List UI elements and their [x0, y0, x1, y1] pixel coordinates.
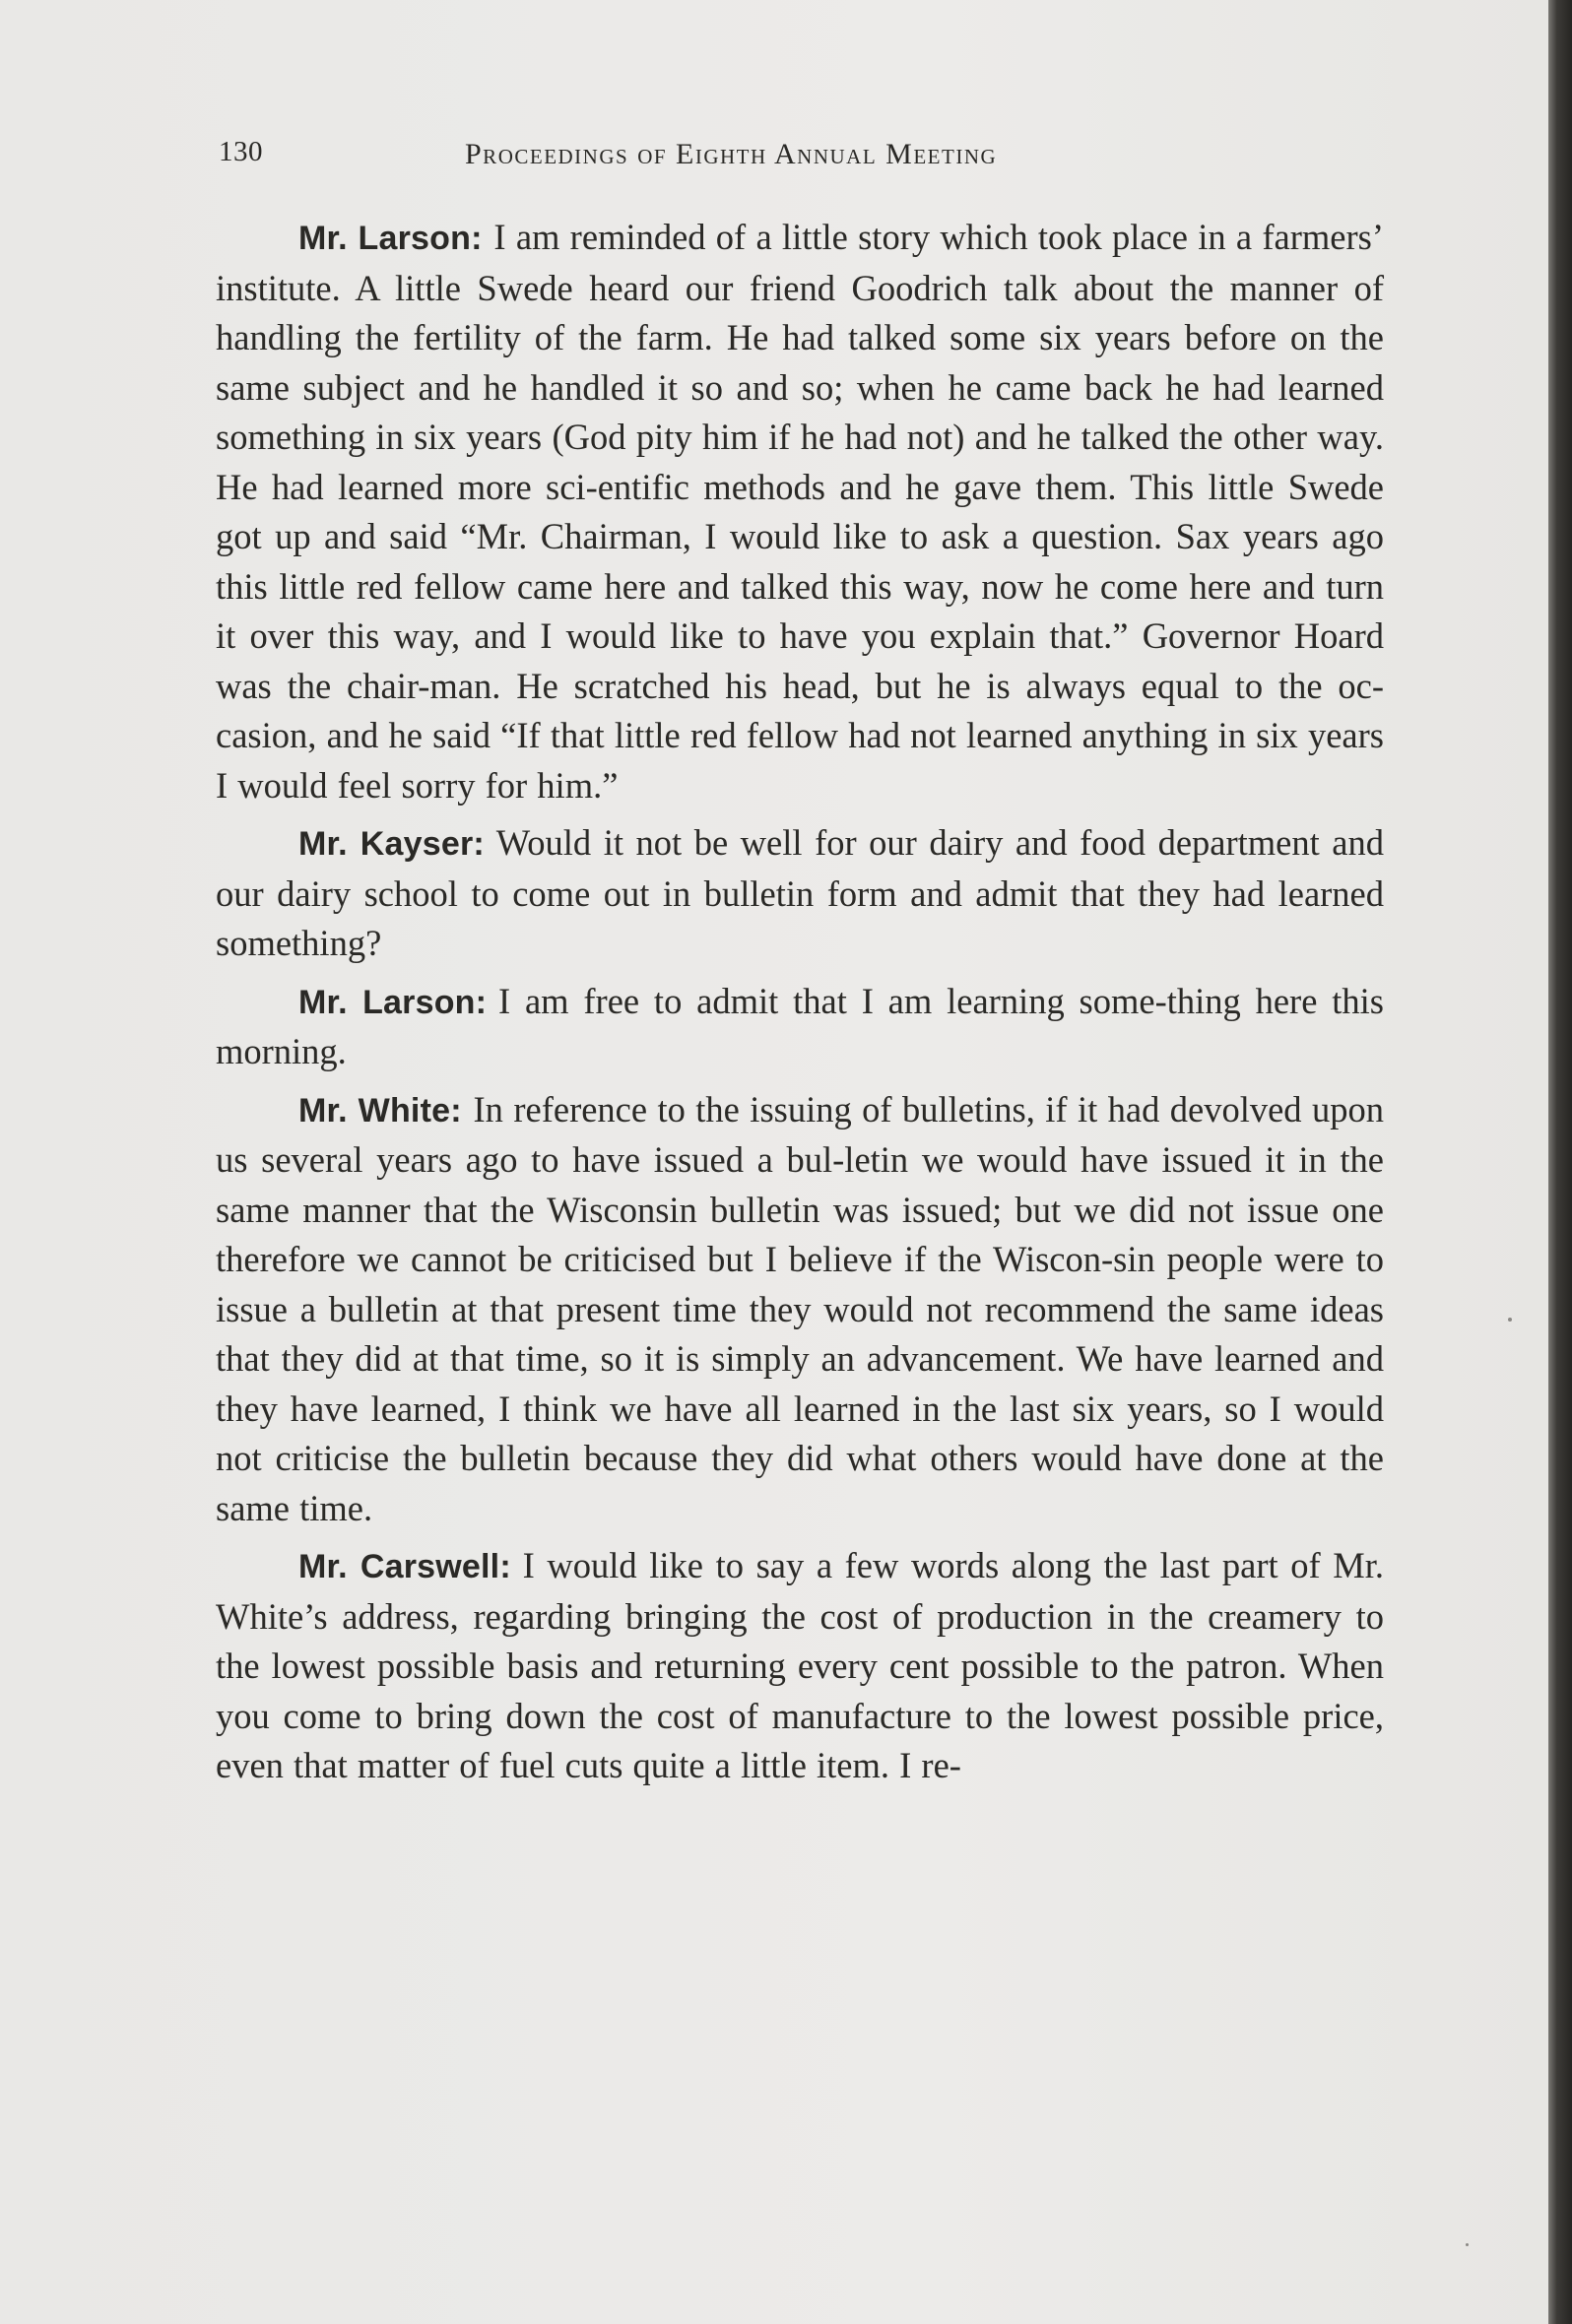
paragraph-text: In reference to the issuing of bulletins, if it had devolved upon us several years ago to have issued a bul-letin we would have issued it in the same manner that the Wisconsin bulletin was issued; but we did not issue one therefore we cannot be criticised but I believe if the Wiscon-sin people were to issue a bulletin at that present time they would not recommend the same ideas that they did at that time, so it is simply an advancement. We have learned and they have learned, I think we have all learned in the last six years, so I would not criticise the bulletin because they did what others would have done at the same time.: [216, 1088, 1384, 1528]
paragraph: [216, 1085, 1384, 1534]
paragraph: [216, 977, 1384, 1077]
speaker-colon: :: [450, 1091, 462, 1130]
running-head: [219, 136, 1204, 175]
speaker-name: Mr. Carswell: [298, 1548, 500, 1585]
speaker-name: Mr. Kayser: [298, 825, 474, 863]
page-edge-shadow: [1548, 0, 1572, 2324]
paragraph-text: I would like to say a few words along the last part of Mr. White’s address, regarding bringing the cost of production in the creamery to the lowest possible basis and returning every cent possible to the patron. When you come to bring down the cost of manufacture to the lowest possible price, even that matter of fuel cuts quite a little item. I re-: [216, 1545, 1385, 1785]
speaker-name: Mr. Larson: [298, 983, 476, 1021]
paragraph-text: Would it not be well for our dairy and food department and our dairy school to come out in bulletin form and admit that they had learned something?: [216, 822, 1384, 963]
speaker-colon: :: [471, 220, 483, 257]
paragraph: [216, 1541, 1384, 1791]
speaker-name: Mr. Larson: [298, 220, 472, 257]
body-text: [216, 213, 1384, 1799]
paragraph-text: I am free to admit that I am learning some-thing here this morning.: [216, 980, 1384, 1071]
speaker-colon: :: [499, 1548, 511, 1585]
paragraph-text: I am reminded of a little story which took place in a farmers’ institute. A little Swede heard our friend Goodrich talk about the manner of handling the fertility of the farm. He had talked some six years before on the same subject and he handled it so and so; when he came back he had learned something in six years (God pity him if he had not) and he talked the other way. He had learned more sci-entific methods and he gave them. This little Swede got up and said “Mr. Chairman, I would like to ask a question. Sax years ago this little red fellow came here and talked this way, now he come here and turn it over this way, and I would like to have you explain that.” Governor Hoard was the chair-man. He scratched his head, but he is always equal to the oc-casion, and he said “If that little red fellow had not learned anything in six years I would feel sorry for him.”: [216, 217, 1384, 806]
speaker-colon: :: [473, 825, 485, 863]
speaker-colon: :: [475, 983, 487, 1021]
running-head-title: Proceedings of Eighth Annual Meeting: [465, 138, 998, 170]
paper-speck: [1508, 1318, 1512, 1322]
page-number: 130: [219, 136, 263, 167]
paragraph: [216, 213, 1384, 810]
speaker-name: Mr. White: [298, 1091, 451, 1130]
paper-speck: [1466, 2243, 1469, 2246]
paragraph: [216, 818, 1384, 969]
